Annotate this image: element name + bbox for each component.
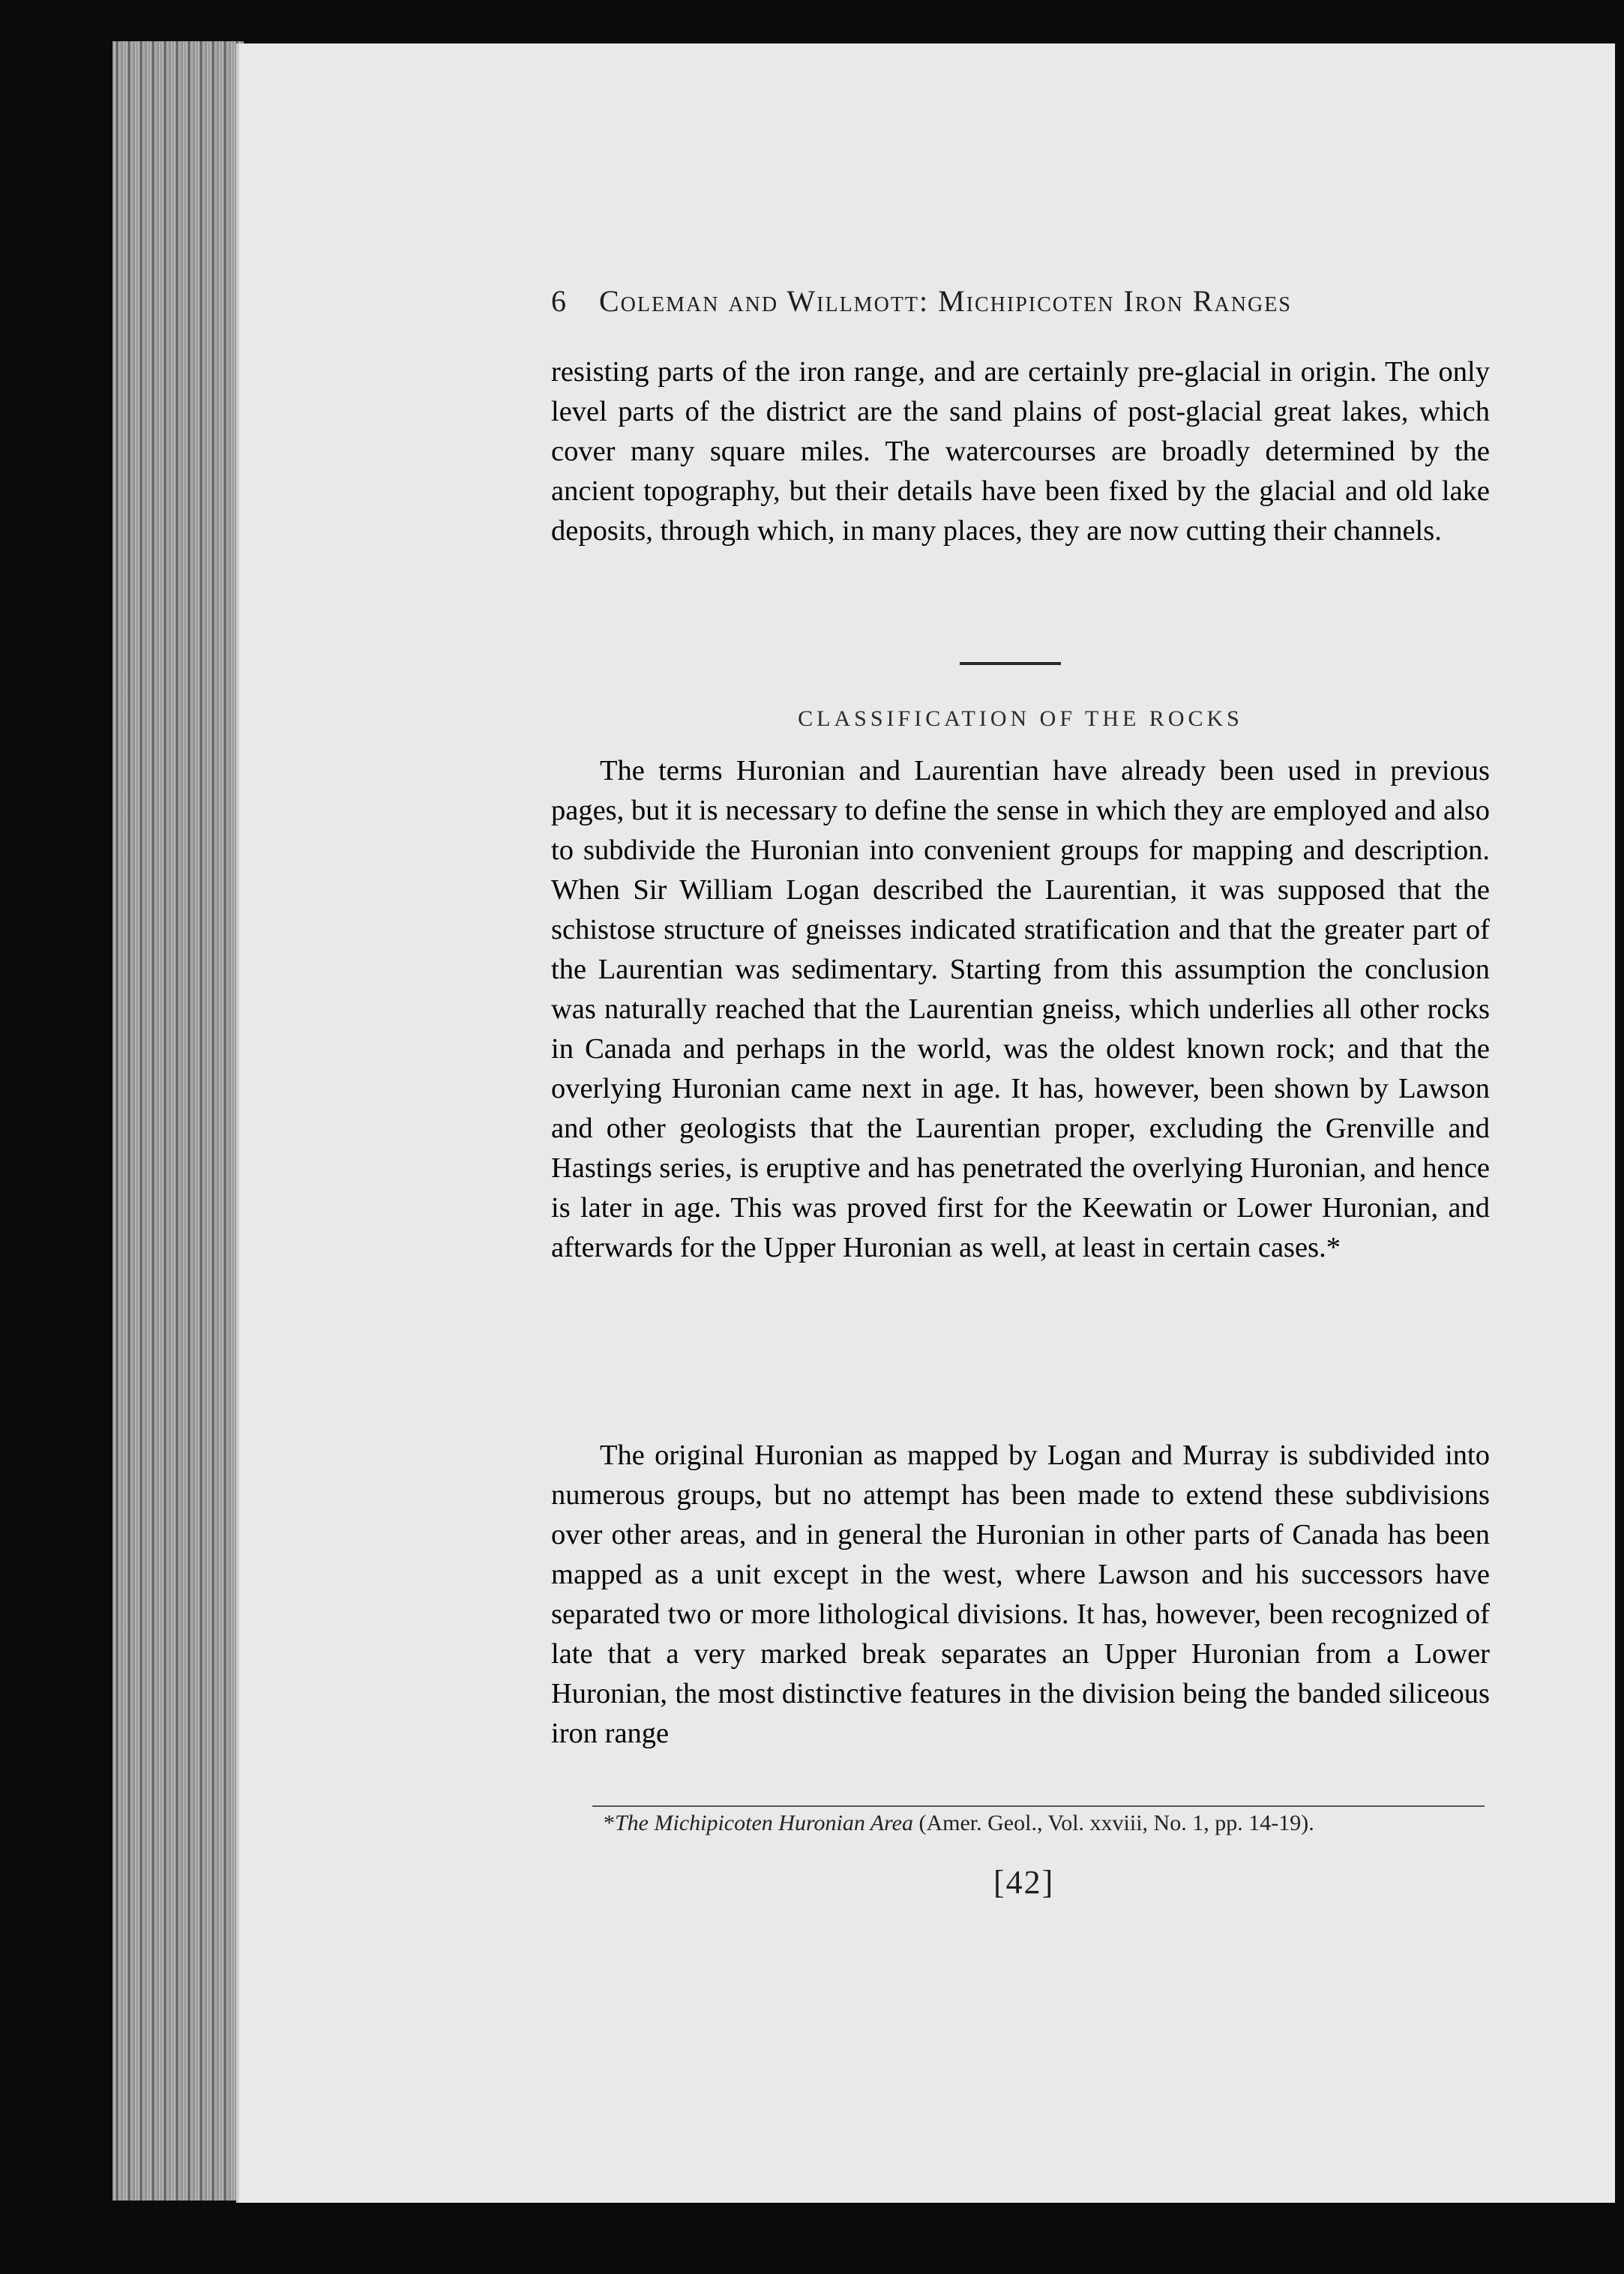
running-head-page-number: 6 bbox=[551, 284, 568, 318]
running-head-title: Coleman and Willmott: Michipicoten Iron Ranges bbox=[599, 284, 1292, 318]
section-divider bbox=[960, 662, 1061, 665]
page-footer-number: [42] bbox=[993, 1864, 1055, 1901]
paragraph-continued: resisting parts of the iron range, and are certainly pre-glacial in origin. The only level parts of the district are the sand plains of post-glacial great lakes, which cover many square miles. The watercourses are broadly determined by the ancient topography, but their details have been fixed by the glacial and old lake deposits, through which, in many places, they are now cutting their channels. bbox=[551, 356, 1490, 547]
footnote-marker: * bbox=[604, 1811, 615, 1835]
footnote-citation: (Amer. Geol., Vol. xxviii, No. 1, pp. 14-19). bbox=[918, 1811, 1314, 1835]
section-heading: CLASSIFICATION OF THE ROCKS bbox=[798, 706, 1243, 731]
running-head bbox=[551, 283, 1492, 319]
paragraph-classification: The terms Huronian and Laurentian have already been used in previous pages, but it is necessary to define the sense in which they are employed and also to subdivide the Huronian into convenient groups for mapping and description. When Sir William Logan described the Laurentian, it was supposed that the schistose structure of gneisses indicated stratification and that the greater part of the Laurentian was sedimentary. Starting from this assumption the conclusion was naturally reached that the Laurentian gneiss, which underlies all other rocks in Canada and perhaps in the world, was the oldest known rock; and that the overlying Huronian came next in age. It has, however, been shown by Lawson and other geologists that the Laurentian proper, excluding the Grenville and Hastings series, is eruptive and has penetrated the overlying Huronian, and hence is later in age. This was proved first for the Keewatin or Lower Huronian, and afterwards for the Upper Huronian as well, at least in certain cases.* bbox=[551, 755, 1490, 1263]
footnote-rule bbox=[592, 1805, 1485, 1807]
book-spine-edge bbox=[112, 41, 244, 2201]
paragraph-original-huronian: The original Huronian as mapped by Logan and Murray is subdivided into numerous groups, but no attempt has been made to extend these subdivisions over other areas, and in general the Huronian in other parts of Canada has been mapped as a unit except in the west, where Lawson and his successors have separated two or more lithological divisions. It has, however, been recognized of late that a very marked break separates an Upper Huronian from a Lower Huronian, the most distinctive features in the division being the banded siliceous iron range bbox=[551, 1440, 1490, 1749]
footnote-title: The Michipicoten Huronian Area bbox=[615, 1811, 913, 1835]
footnote bbox=[559, 1809, 1488, 1838]
